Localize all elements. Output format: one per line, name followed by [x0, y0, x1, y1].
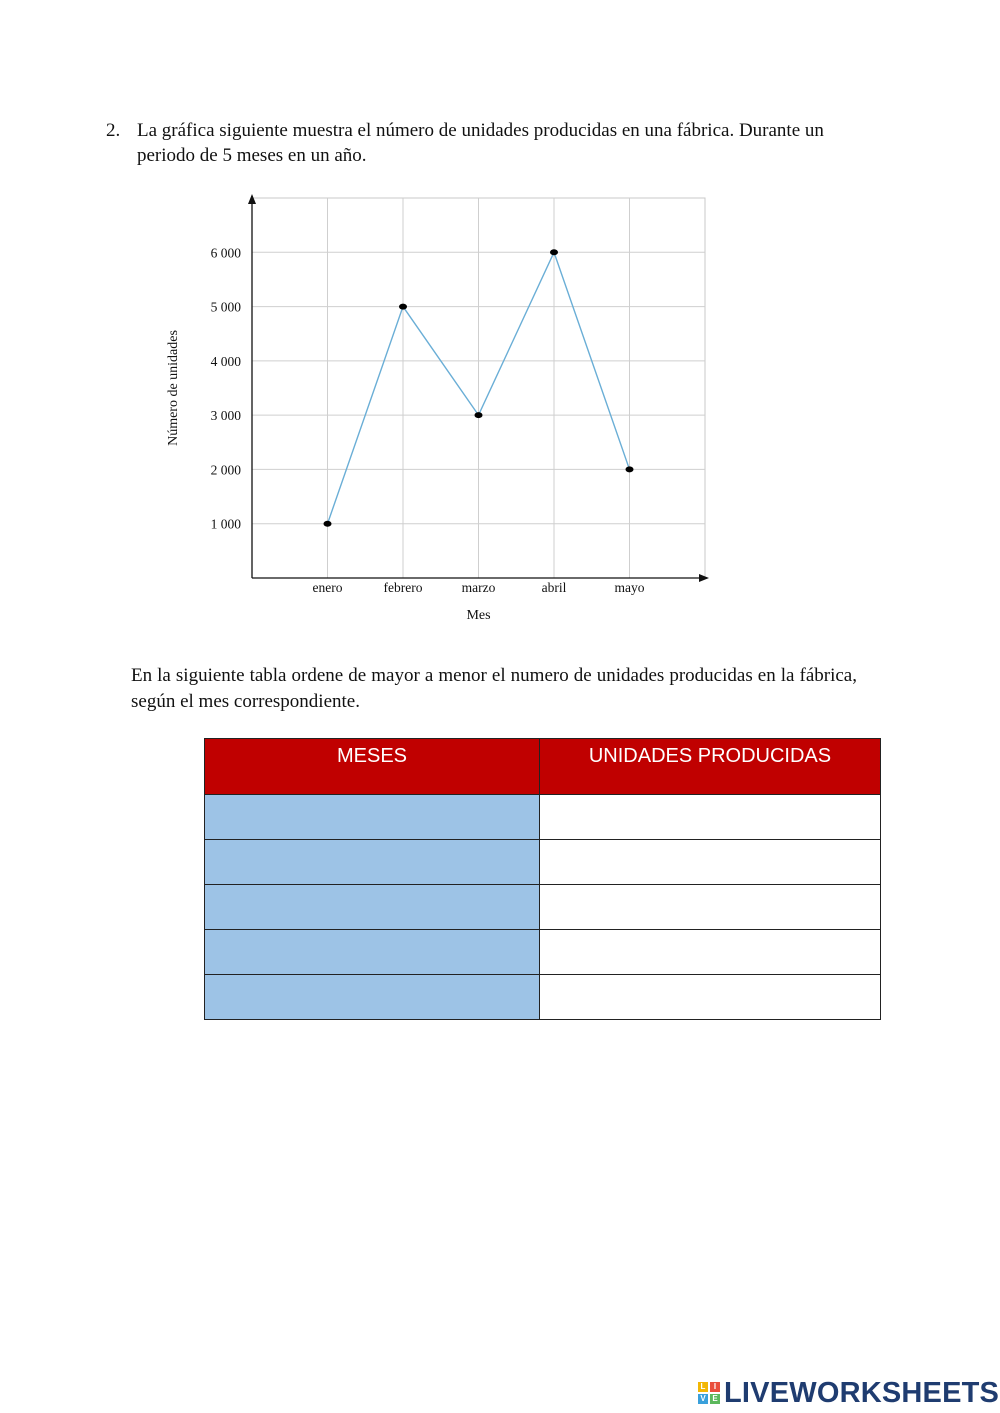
- x-tick-label: abril: [541, 580, 567, 595]
- question-text: La gráfica siguiente muestra el número de unidades producidas en una fábrica. Durante un periodo de 5 meses en un año.: [137, 120, 824, 166]
- liveworksheets-mark-icon: [698, 1382, 720, 1404]
- y-tick-label: 3 000: [210, 408, 241, 424]
- x-tick-label: febrero: [383, 580, 423, 595]
- y-tick-label: 5 000: [210, 299, 241, 315]
- header-unidades-producidas: UNIDADES PRODUCIDAS: [540, 739, 881, 795]
- question-number: 2.: [106, 120, 121, 141]
- data-point: [626, 466, 634, 472]
- line-chart: [150, 188, 720, 628]
- y-tick-label: 2 000: [210, 462, 241, 478]
- table-row: [205, 840, 881, 885]
- data-point: [399, 304, 407, 310]
- table-row: [205, 885, 881, 930]
- x-axis-arrow: [699, 574, 709, 582]
- units-answer-cell[interactable]: [540, 795, 881, 840]
- x-tick-label: marzo: [461, 580, 496, 595]
- brand-name: LIVEWORKSHEETS: [724, 1376, 1000, 1409]
- logo-mark-tile: E: [710, 1394, 720, 1404]
- units-answer-cell[interactable]: [540, 930, 881, 975]
- logo-mark-tile: V: [698, 1394, 708, 1404]
- month-answer-cell[interactable]: [205, 885, 540, 930]
- y-tick-label: 1 000: [210, 516, 241, 532]
- month-answer-cell[interactable]: [205, 975, 540, 1020]
- answer-table: [204, 738, 881, 1020]
- instructions-text: En la siguiente tabla ordene de mayor a menor el numero de unidades producidas en la fábrica, según el mes correspondiente.: [131, 665, 857, 712]
- month-answer-cell[interactable]: [205, 840, 540, 885]
- month-answer-cell[interactable]: [205, 930, 540, 975]
- month-answer-cell[interactable]: [205, 795, 540, 840]
- x-tick-label: mayo: [614, 580, 645, 595]
- liveworksheets-logo: [698, 1376, 999, 1410]
- table-row: [205, 795, 881, 840]
- x-axis-label: Mes: [466, 608, 491, 623]
- y-tick-label: 6 000: [210, 245, 241, 261]
- x-tick-label: enero: [312, 580, 343, 595]
- logo-mark-tile: L: [698, 1382, 708, 1392]
- data-point: [475, 412, 483, 418]
- logo-mark-tile: I: [710, 1382, 720, 1392]
- table-row: [205, 930, 881, 975]
- data-point: [550, 249, 558, 255]
- header-meses: MESES: [205, 739, 540, 795]
- table-row: [205, 975, 881, 1020]
- y-tick-label: 4 000: [210, 353, 241, 369]
- units-answer-cell[interactable]: [540, 840, 881, 885]
- units-answer-cell[interactable]: [540, 975, 881, 1020]
- data-point: [324, 521, 332, 527]
- y-axis-label: Número de unidades: [166, 330, 181, 446]
- y-axis-arrow: [248, 194, 256, 204]
- units-answer-cell[interactable]: [540, 885, 881, 930]
- table-header-row: [205, 739, 881, 795]
